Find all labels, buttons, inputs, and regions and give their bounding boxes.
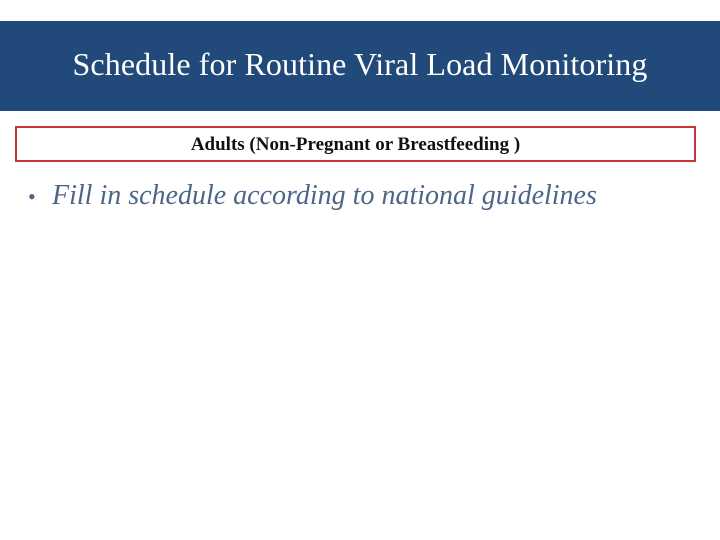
bullet-text: Fill in schedule according to national guidelines [52,180,597,211]
subtitle-text: Adults (Non-Pregnant or Breastfeeding ) [190,134,521,155]
title-bar [0,21,720,111]
slide-title: Schedule for Routine Viral Load Monitoring [72,45,648,82]
bullet-marker: • [28,184,36,209]
bullet-list [28,180,708,212]
subtitle-box [15,126,696,162]
bullet-item [28,180,708,212]
